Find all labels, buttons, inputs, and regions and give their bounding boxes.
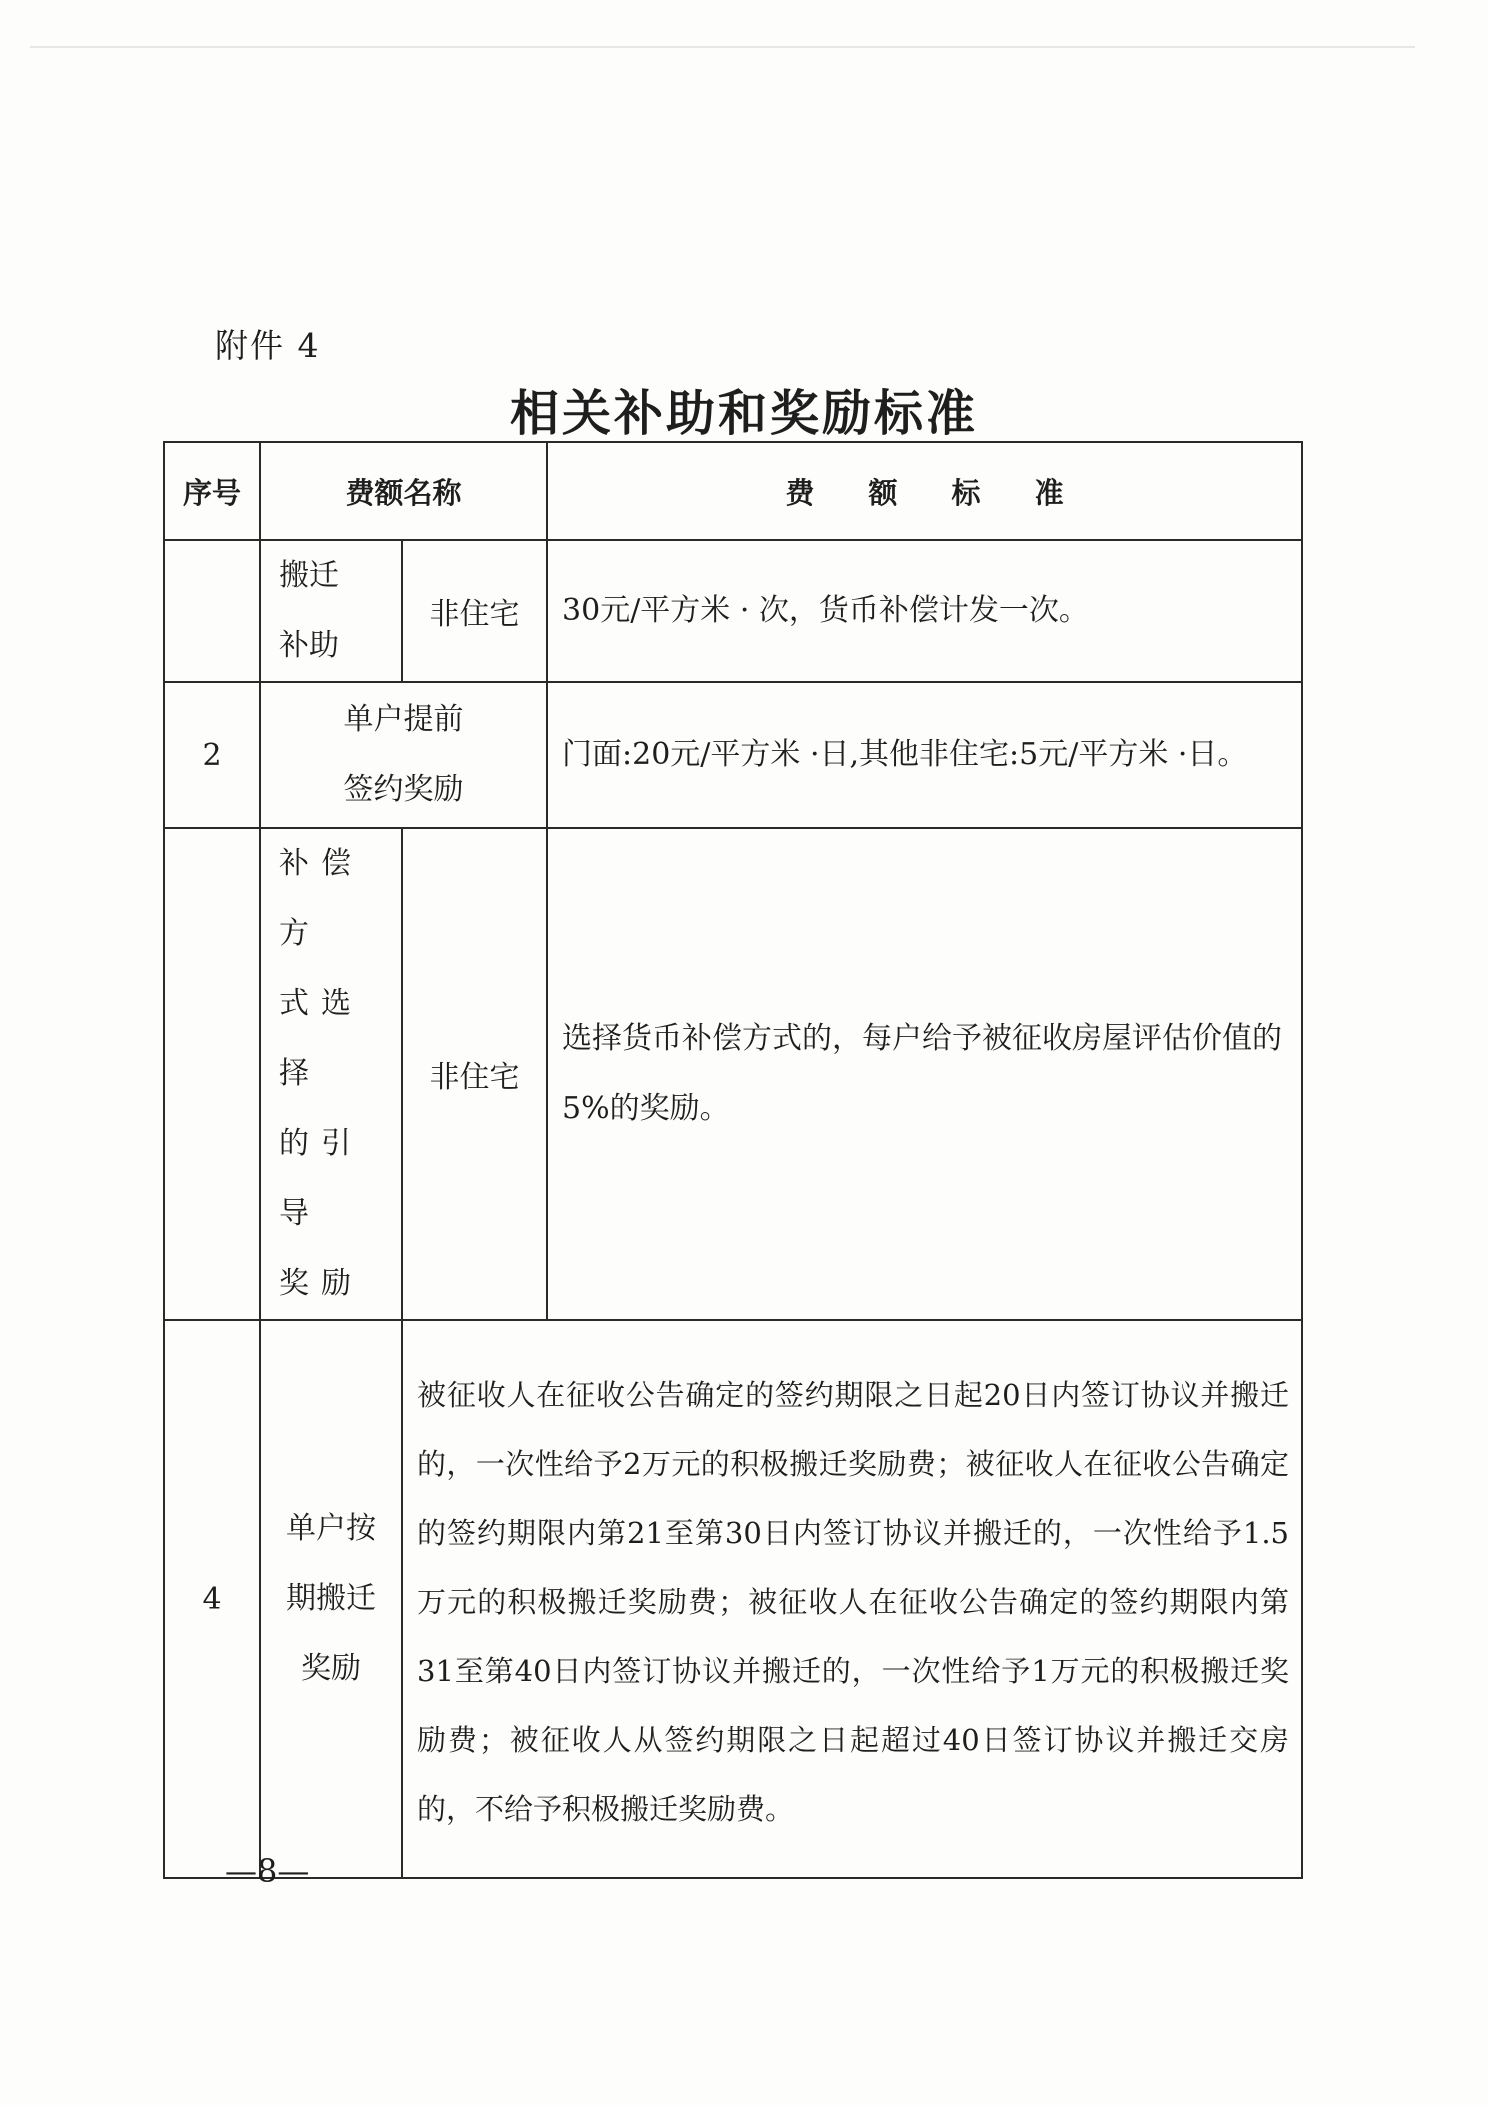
row-name-line: 期搬迁: [286, 1581, 376, 1616]
row-index: 2: [164, 682, 260, 828]
row-index: [164, 540, 260, 682]
row-standard: 30元/平方米 · 次，货币补偿计发一次。: [547, 540, 1302, 682]
subsidy-standard-table: [163, 441, 1303, 1879]
row-name-line: 式选择: [279, 986, 363, 1091]
document-title: 相关补助和奖励标准: [509, 384, 978, 442]
row-standard: 被征收人在征收公告确定的签约期限之日起20日内签订协议并搬迁的，一次性给予2万元的积极搬迁奖励费；被征收人在征收公告确定的签约期限内第21至第30日内签订协议并搬迁的，一次性给予1.5万元的积极搬迁奖励费；被征收人在征收公告确定的签约期限内第31至第40日内签订协议并搬迁的，一次性给予1万元的积极搬迁奖励费；被征收人从签约期限之日起超过40日签订协议并搬迁交房的，不给予积极搬迁奖励费。: [402, 1320, 1302, 1878]
table-row: [164, 828, 1302, 1320]
row-name-line: 补偿方: [279, 846, 363, 951]
header-fee-name: 费额名称: [260, 442, 547, 540]
row-index: 4: [164, 1320, 260, 1878]
row-subcategory: 非住宅: [402, 828, 547, 1320]
row-name-line: 奖励: [301, 1651, 361, 1686]
row-index: [164, 828, 260, 1320]
row-name-line: 单户提前: [343, 702, 464, 737]
page-top-rule: [30, 46, 1415, 48]
row-standard: 门面:20元/平方米 ·日,其他非住宅:5元/平方米 ·日。: [547, 682, 1302, 828]
row-name: [260, 828, 402, 1320]
row-name-line: 奖励: [279, 1266, 363, 1301]
row-name-line: 的引导: [279, 1126, 363, 1231]
row-name-line: 补助: [279, 628, 339, 663]
table-header-row: [164, 442, 1302, 540]
row-name: [260, 1320, 402, 1878]
table-row: [164, 682, 1302, 828]
row-standard: 选择货币补偿方式的，每户给予被征收房屋评估价值的5%的奖励。: [547, 828, 1302, 1320]
table-row: [164, 540, 1302, 682]
row-name-line: 搬迁: [279, 558, 339, 593]
row-name-line: 签约奖励: [343, 772, 464, 807]
header-index: 序号: [164, 442, 260, 540]
table-row: [164, 1320, 1302, 1878]
row-name: [260, 540, 402, 682]
header-fee-standard: 费 额 标 准: [547, 442, 1302, 540]
page-number: —8—: [225, 1852, 310, 1890]
row-subcategory: 非住宅: [402, 540, 547, 682]
row-name: [260, 682, 547, 828]
attachment-label: 附件 4: [215, 326, 321, 365]
row-name-line: 单户按: [286, 1511, 376, 1546]
